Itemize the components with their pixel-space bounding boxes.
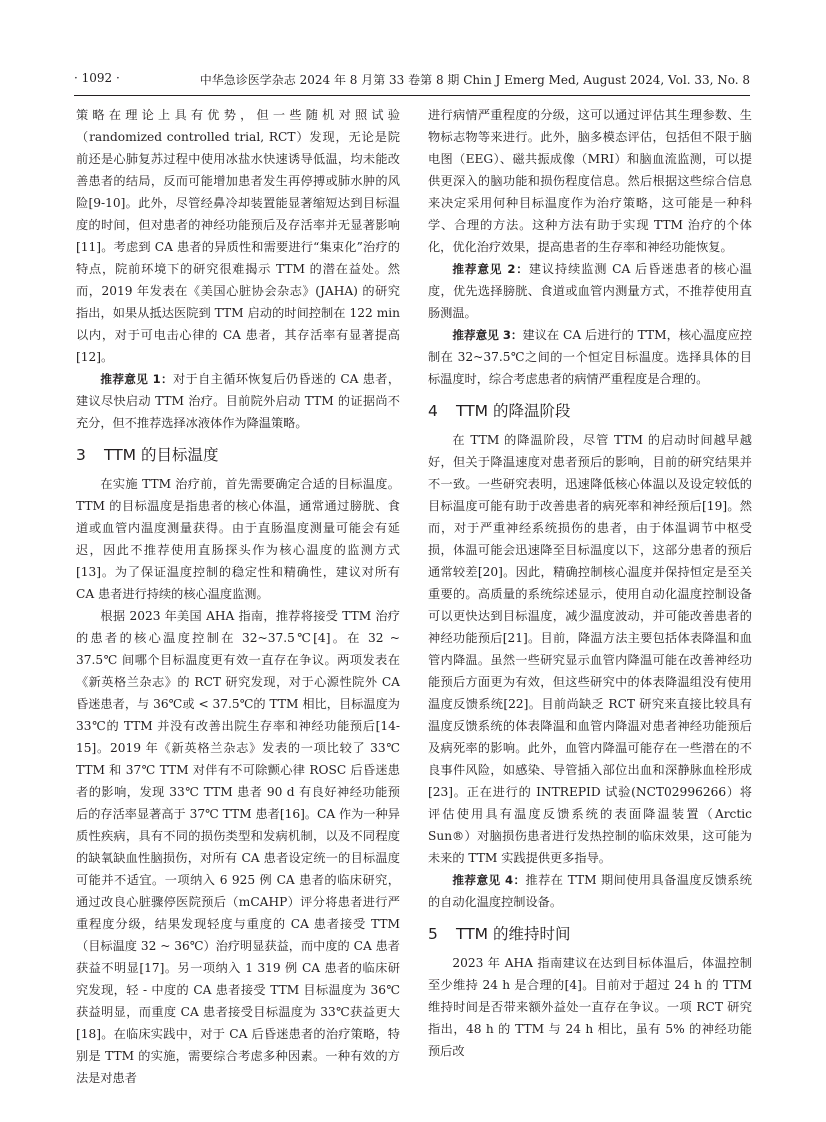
section-heading-4 bbox=[428, 397, 752, 425]
recommendation-text: 推荐在 TTM 期间使用具备温度反馈系统的自动化温度控制设备。 bbox=[428, 873, 752, 909]
section-title: TTM 的降温阶段 bbox=[456, 402, 571, 420]
paragraph: 2023 年 AHA 指南建议在达到目标体温后，体温控制至少维持 24 h 是合理的[4]。目前对于超过 24 h 的 TTM 维持时间是否带来额外益处一直存在争议。一项 RCT 研究指出，48 h 的 TTM 与 24 h 相比，虽有 5% 的神经功能预后改 bbox=[428, 956, 752, 1058]
journal-citation: 中华急诊医学杂志 2024 年 8 月第 33 卷第 8 期 Chin J Emerg Med, August 2024, Vol. 33, No. 8 bbox=[199, 73, 750, 87]
recommendation-label: 推荐意见 3： bbox=[452, 328, 523, 342]
recommendation-2 bbox=[428, 258, 752, 324]
paragraph: 进行病情严重程度的分级，这可以通过评估其生理参数、生物标志物等来进行。此外，脑多模态评估，包括但不限于脑电图（EEG）、磁共振成像（MRI）和脑血流监测，可以提供更深入的脑功能和损伤程度信息。然后根据这些综合信息来决定采用何种目标温度作为治疗策略，这可能是一种科学、合理的方法。这种方法有助于实现 TTM 治疗的个体化，优化治疗效果，提高患者的生存率和神经功能恢复。 bbox=[428, 108, 752, 254]
recommendation-4 bbox=[428, 869, 752, 913]
recommendation-text: 建议持续监测 CA 后昏迷患者的核心温度，优先选择膀胱、食道或血管内测量方式，不推荐使用直肠测温。 bbox=[428, 262, 752, 320]
section-heading-5 bbox=[428, 920, 752, 948]
section-number: 5 bbox=[428, 925, 438, 943]
paragraph: 在实施 TTM 治疗前，首先需要确定合适的目标温度。TTM 的目标温度是指患者的核心体温，通常通过膀胱、食道或血管内温度测量获得。由于直肠温度测量可能会有延迟，因此不推荐使用直肠探头作为核心温度的监测方式[13]。为了保证温度控制的稳定性和精确性，建议对所有 CA 患者进行持续的核心温度监测。 bbox=[76, 477, 400, 601]
section-number: 4 bbox=[428, 402, 438, 420]
recommendation-text: 对于自主循环恢复后仍昏迷的 CA 患者，建议尽快启动 TTM 治疗。目前院外启动 TTM 的证据尚不充分，但不推荐选择冰液体作为降温策略。 bbox=[76, 372, 401, 430]
section-heading-3 bbox=[76, 441, 400, 469]
recommendation-label: 推荐意见 2： bbox=[452, 262, 529, 276]
paragraph: 在 TTM 的降温阶段，尽管 TTM 的启动时间越早越好，但关于降温速度对患者预后的影响，目前的研究结果并不一致。一些研究表明，迅速降低核心体温以及设定较低的目标温度可能有助于改善患者的病死率和神经预后[19]。然而，对于严重神经系统损伤的患者，由于体温调节中枢受损，体温可能会迅速降至目标温度以下，这部分患者的预后通常较差[20]。因此，精确控制核心温度并保持恒定是至关重要的。高质量的系统综述显示，使用自动化温度控制设备可以更快达到目标温度，减少温度波动，并可能改善患者的神经功能预后[21]。目前，降温方法主要包括体表降温和血管内降温。虽然一些研究显示血管内降温可能在改善神经功能预后方面更为有效，但这些研究中的体表降温组没有使用温度反馈系统[22]。目前尚缺乏 RCT 研究来直接比较具有温度反馈系统的体表降温和血管内降温对患者神经功能预后及病死率的影响。此外，血管内降温可能存在一些潜在的不良事件风险，如感染、导管插入部位出血和深静脉血栓形成[23]。正在进行的 INTREPID 试验(NCT02996266）将评估使用具有温度反馈系统的表面降温装置（Arctic Sun®）对脑损伤患者进行发热控制的临床效果，这可能为未来的 TTM 实践提供更多指导。 bbox=[428, 433, 752, 865]
section-title: TTM 的目标温度 bbox=[104, 446, 219, 464]
paragraph: 策略在理论上具有优势，但一些随机对照试验（randomized controlled trial, RCT）发现，无论是院前还是心肺复苏过程中使用冰盐水快速诱导低温，均未能改善患者的结局，反而可能增加患者发生再停搏或肺水肿的风险[9-10]。此外，尽管经鼻冷却装置能显著缩短达到目标温度的时间，但对患者的神经功能预后及存活率并无显著影响[11]。考虑到 CA 患者的异质性和需要进行“集束化”治疗的特点，院前环境下的研究很难揭示 TTM 的潜在益处。然而，2019 年发表在《美国心脏协会杂志》(JAHA) 的研究指出，如果从抵达医院到 TTM 启动的时间控制在 122 min 以内，对于可电击心律的 CA 患者，其存活率有显著提高[12]。 bbox=[76, 108, 400, 364]
running-header bbox=[74, 71, 750, 91]
recommendation-3 bbox=[428, 324, 752, 390]
recommendation-text: 建议在 CA 后进行的 TTM，核心温度应控制在 32~37.5℃之间的一个恒定目标温度。选择具体的目标温度时，综合考虑患者的病情严重程度是合理的。 bbox=[428, 328, 753, 386]
recommendation-label: 推荐意见 4： bbox=[452, 873, 526, 887]
left-column bbox=[76, 104, 400, 1089]
header-rule bbox=[74, 95, 750, 96]
section-title: TTM 的维持时间 bbox=[456, 925, 571, 943]
paragraph: 根据 2023 年美国 AHA 指南，推荐将接受 TTM 治疗的患者的核心温度控制在 32~37.5℃[4]。在 32 ~ 37.5℃ 间哪个目标温度更有效一直存在争议。两项发表在《新英格兰杂志》的 RCT 研究发现，对于心源性院外 CA 昏迷患者，与 36℃或 < 37.5℃的 TTM 相比，目标温度为 33℃的 TTM 并没有改善出院生存率和神经功能预后[14-15]。2019 年《新英格兰杂志》发表的一项比较了 33℃ TTM 和 37℃ TTM 对伴有不可除颤心律 ROSC 后昏迷患者的影响，发现 33℃ TTM 患者 90 d 有良好神经功能预后的存活率显著高于 37℃ TTM 患者[16]。CA 作为一种异质性疾病，具有不同的损伤类型和发病机制，以及不同程度的缺氧缺血性脑损伤，对所有 CA 患者设定统一的目标温度可能并不适宜。一项纳入 6 925 例 CA 患者的临床研究，通过改良心脏骤停医院预后（mCAHP）评分将患者进行严重程度分级，结果发现轻度与重度的 CA 患者接受 TTM（目标温度 32 ~ 36℃）治疗明显获益，而中度的 CA 患者获益不明显[17]。另一项纳入 1 319 例 CA 患者的临床研究发现，轻 - 中度的 CA 患者接受 TTM 目标温度为 36℃获益明显，而重度 CA 患者接受目标温度为 33℃获益更大[18]。在临床实践中，对于 CA 后昏迷患者的治疗策略，特别是 TTM 的实施，需要综合考虑多种因素。一种有效的方法是对患者 bbox=[76, 609, 400, 1085]
recommendation-label: 推荐意见 1： bbox=[100, 372, 173, 386]
right-column bbox=[428, 104, 752, 1062]
section-number: 3 bbox=[76, 446, 86, 464]
recommendation-1 bbox=[76, 368, 400, 434]
page-number: · 1092 · bbox=[74, 71, 120, 85]
